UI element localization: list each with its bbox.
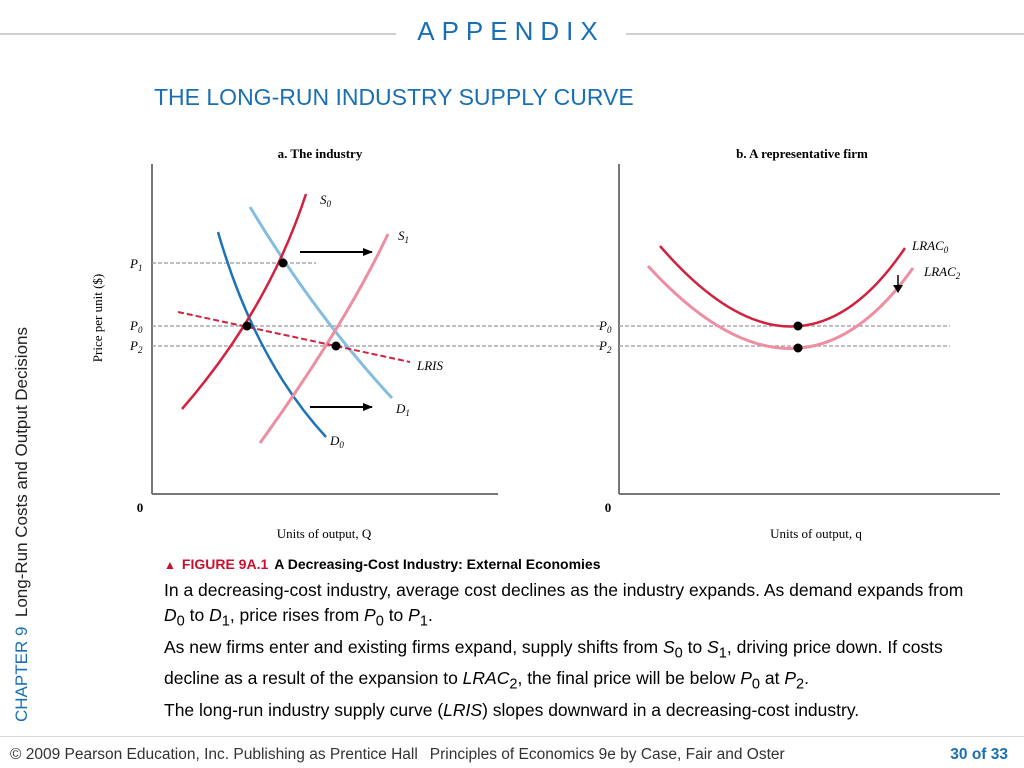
description-paragraph-2: As new firms enter and existing firms expand, supply shifts from $S_0$ to $S_1$, driving price down. If costs decline as a result of the expansion to $LRAC_2$, the final price will be below $P_0$ at $P_2$.	[164, 636, 943, 693]
lris-curve	[178, 312, 410, 362]
lrac2-curve	[648, 266, 913, 349]
label-s0: $S_0$	[320, 192, 331, 209]
panel-a-x-label: Units of output, Q	[276, 526, 372, 541]
label-lrac0: $LRAC_0$	[912, 238, 949, 255]
label-s1: $S_1$	[398, 228, 409, 245]
panel-a-y-label: Price per unit ($)	[90, 273, 105, 363]
chapter-number: CHAPTER 9	[12, 626, 31, 722]
figure-title: A Decreasing-Cost Industry: External Economies	[274, 556, 601, 572]
appendix-heading: APPENDIX	[417, 16, 605, 46]
panel-firm	[598, 146, 1000, 541]
chapter-title: Long-Run Costs and Output Decisions	[12, 327, 31, 618]
footer-book-title: Principles of Economics 9e by Case, Fair and Oster	[429, 746, 785, 763]
panel-b-x-label: Units of output, q	[770, 526, 862, 541]
supply-curve-s0	[182, 194, 306, 409]
panel-b-title: b. A representative firm	[736, 146, 868, 161]
equilibrium-point-p2	[332, 342, 341, 351]
lrac0-curve	[660, 246, 905, 327]
figure-number: FIGURE 9A.1	[181, 556, 269, 572]
caption-triangle-icon: ▲	[164, 558, 176, 572]
slide-title: THE LONG-RUN INDUSTRY SUPPLY CURVE	[154, 84, 634, 110]
page-number: 30 of 33	[950, 746, 1008, 763]
lrac0-minimum-point	[794, 322, 803, 331]
price-label-p1: $P_1$	[130, 256, 143, 273]
footer-copyright: © 2009 Pearson Education, Inc. Publishing as Prentice Hall	[10, 746, 418, 763]
figure-description	[164, 578, 964, 723]
label-d0: $D_0$	[330, 433, 344, 450]
panel-industry	[90, 146, 600, 541]
description-paragraph-3: The long-run industry supply curve (LRIS) slopes downward in a decreasing-cost industry.	[164, 699, 860, 720]
description-paragraph-1: In a decreasing-cost industry, average cost declines as the industry expands. As demand expands from $D_0$ to $D_1$, price rises from $P_0$ to $P_1$.	[164, 580, 964, 630]
lrac2-minimum-point	[794, 344, 803, 353]
panel-a-origin: 0	[136, 500, 144, 515]
panel-b-origin: 0	[604, 500, 612, 515]
price-label-p2: $P_2$	[130, 338, 143, 355]
footer-rule	[0, 736, 1024, 737]
equilibrium-point-p0	[243, 322, 252, 331]
panel-a-title: a. The industry	[277, 146, 363, 161]
firm-price-label-p0: $P_0$	[599, 318, 612, 335]
demand-curve-d1	[250, 207, 392, 398]
label-lris: LRIS	[417, 358, 443, 373]
firm-price-label-p2: $P_2$	[599, 338, 612, 355]
equilibrium-point-p1	[279, 259, 288, 268]
label-lrac2: $LRAC_2$	[924, 264, 961, 281]
footer-credits	[10, 746, 785, 764]
figure-caption	[164, 556, 600, 572]
label-d1: $D_1$	[396, 401, 410, 418]
price-label-p0: $P_0$	[130, 318, 143, 335]
